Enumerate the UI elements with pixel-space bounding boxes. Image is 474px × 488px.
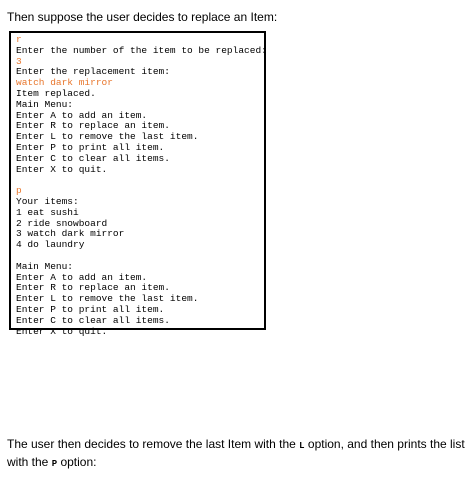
console-output-line: Enter A to add an item.	[16, 271, 148, 283]
console-output-line: Enter A to add an item.	[16, 109, 148, 121]
console-user-input-line: watch dark mirror	[16, 77, 113, 89]
console-output-line: Enter X to quit.	[16, 163, 108, 175]
intro-text: Then suppose the user decides to replace an Item:	[7, 10, 278, 24]
console-output-line: Enter the replacement item:	[16, 66, 170, 78]
outro-text-part2: option, and then prints the list with the	[7, 437, 465, 469]
console-user-input-line: r	[16, 34, 22, 45]
console-output-line: Enter the number of the item to be replaced:	[16, 44, 267, 56]
outro-paragraph	[7, 436, 469, 472]
console-output-line: 4 do laundry	[16, 239, 85, 251]
console-output-line: Main Menu:	[16, 260, 74, 272]
console-output-line: Item replaced.	[16, 87, 96, 99]
console-output-line: Enter X to quit.	[16, 325, 108, 337]
console-output-line: Enter C to clear all items.	[16, 314, 170, 326]
console-user-input-line: p	[16, 185, 22, 197]
console-output-line: Enter P to print all item.	[16, 303, 165, 315]
console-output-line: Main Menu:	[16, 98, 74, 110]
option-code-l: L	[299, 441, 305, 451]
console-output-line: Enter L to remove the last item.	[16, 131, 199, 143]
console-output-line: Enter P to print all item.	[16, 141, 165, 153]
option-code-p: P	[51, 459, 58, 469]
console-blank-line	[16, 175, 259, 186]
console-output-line: Enter C to clear all items.	[16, 152, 170, 164]
console-user-input-line: 3	[16, 55, 22, 67]
outro-text-part3: option:	[57, 455, 97, 469]
console-output-line: 2 ride snowboard	[16, 217, 108, 229]
outro-text-part1: The user then decides to remove the last Item with the	[7, 437, 300, 451]
console-output-line: Enter R to replace an item.	[16, 282, 170, 294]
console-output-line: Your items:	[16, 195, 79, 207]
console-output-line: 1 eat sushi	[16, 206, 79, 218]
console-output-line: Enter L to remove the last item.	[16, 293, 199, 305]
console-output-line: 3 watch dark mirror	[16, 228, 125, 240]
console-output-line: Enter R to replace an item.	[16, 120, 170, 132]
console-output-box	[9, 31, 267, 337]
